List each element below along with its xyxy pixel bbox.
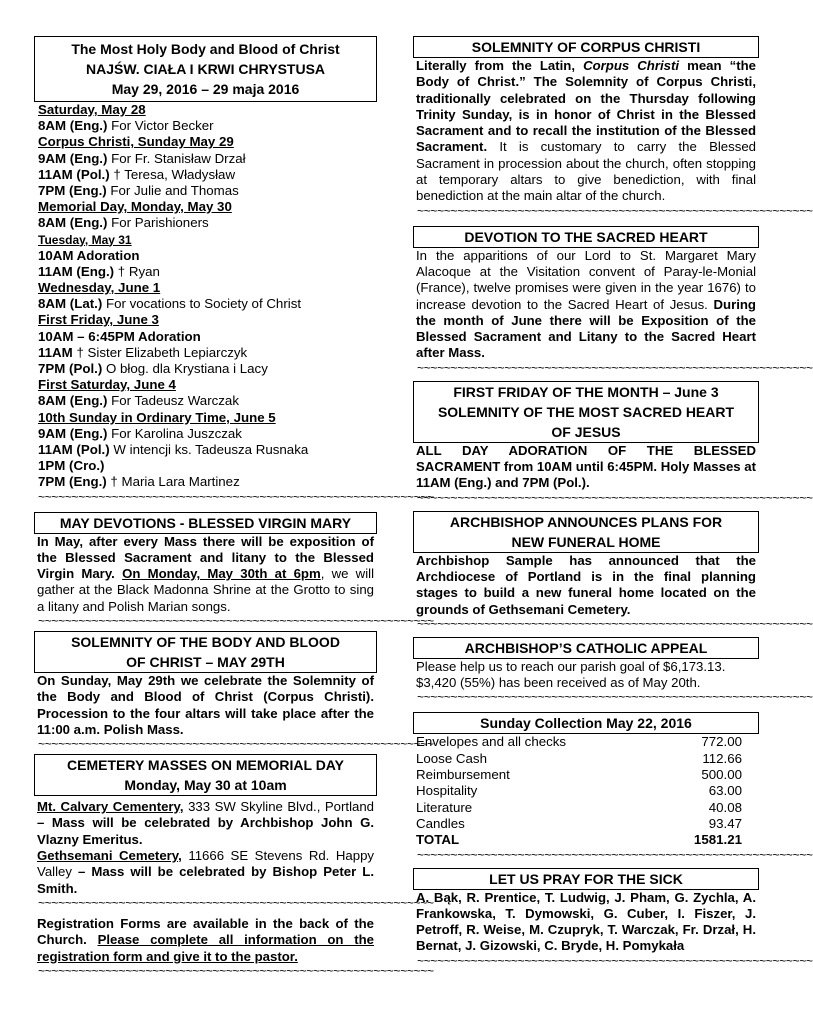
- schedule-mass-entry: [38, 393, 377, 409]
- collection-label: Envelopes and all checks: [416, 734, 567, 750]
- solemnity-body-text: On Sunday, May 29th we celebrate the Solemnity of the Body and Blood of Christ (Corpus Christi). Procession to the four altars will take place after the 11:00 a.m. Polish Mass.: [37, 672, 374, 737]
- cemetery-masses-title: CEMETERY MASSES ON MEMORIAL DAY Monday, May 30 at 10am: [34, 754, 377, 796]
- mass-intention: For vocations to Society of Christ: [102, 296, 302, 312]
- schedule-day-heading: Wednesday, June 1: [38, 280, 161, 296]
- collection-amount: 772.00: [701, 734, 742, 750]
- total-amount: 1581.21: [693, 832, 742, 848]
- mass-time: 11AM (Eng.): [38, 263, 115, 279]
- mass-time: 7PM (Eng.): [38, 182, 107, 198]
- schedule-mass-entry: [38, 183, 377, 199]
- schedule-mass-entry: [38, 118, 377, 134]
- schedule-mass-entry: [38, 248, 377, 264]
- schedule-mass-entry: [38, 474, 377, 490]
- mass-time: 8AM (Eng.): [38, 393, 108, 409]
- schedule-day-heading: 10th Sunday in Ordinary Time, June 5: [38, 409, 276, 425]
- sacred-heart-text: In the apparitions of our Lord to St. Margaret Mary Alacoque at the Visitation convent of Paray-le-Monial (France), twelve promises were given in the year 1676) to increase devotion to the Sacred Heart of Jesus. During the month of June there will be Exposition of the Blessed Sacrament and Litany to the Sacred Heart after Mass.: [416, 247, 756, 361]
- divider: ~~~~~~~~~~~~~~~~~~~~~~~~~~~~~~~~~~~~~~~~~~~~~~~~~~~~~~~~~~~: [417, 360, 813, 375]
- mass-time: 10AM Adoration: [38, 247, 140, 263]
- schedule-mass-entry: [38, 329, 377, 345]
- collection-amount: 500.00: [701, 767, 742, 783]
- corpus-christi-title: SOLEMNITY OF CORPUS CHRISTI: [413, 36, 759, 58]
- schedule-day-heading: First Saturday, June 4: [38, 377, 176, 393]
- collection-row: [416, 767, 756, 783]
- divider: ~~~~~~~~~~~~~~~~~~~~~~~~~~~~~~~~~~~~~~~~~~~~~~~~~~~~~~~~~~~: [38, 737, 434, 752]
- mass-intention: For Karolina Juszczak: [107, 425, 242, 441]
- schedule-day-heading: First Friday, June 3: [38, 312, 159, 328]
- collection-row: [416, 734, 756, 750]
- schedule-mass-entry: [38, 215, 377, 231]
- divider: ~~~~~~~~~~~~~~~~~~~~~~~~~~~~~~~~~~~~~~~~~~~~~~~~~~~~~~~~~~~: [417, 203, 813, 218]
- first-friday-text: ALL DAY ADORATION OF THE BLESSED SACRAMENT from 10AM until 6:45PM. Holy Masses at 11AM (Eng.) and 7PM (Pol.).: [416, 442, 757, 491]
- mass-intention: For Parishioners: [107, 215, 209, 231]
- collection-row: [416, 800, 756, 816]
- may-devotions-title: MAY DEVOTIONS - BLESSED VIRGIN MARY: [34, 512, 377, 534]
- collection-label: Reimbursement: [416, 767, 510, 783]
- divider: ~~~~~~~~~~~~~~~~~~~~~~~~~~~~~~~~~~~~~~~~~~~~~~~~~~~~~~~~~~~: [38, 489, 434, 504]
- cemetery-masses-text: Mt. Calvary Cementery, 333 SW Skyline Blvd., Portland – Mass will be celebrated by Archbishop John G. Vlazny Emeritus. Gethsemani Cemetery, 11666 SE Stevens Rd. Happy Valley – Mass will be celebrated by Bishop Peter L. Smith.: [37, 799, 374, 896]
- mass-schedule: [38, 102, 377, 491]
- catholic-appeal-title: ARCHBISHOP’S CATHOLIC APPEAL: [413, 637, 759, 659]
- divider: ~~~~~~~~~~~~~~~~~~~~~~~~~~~~~~~~~~~~~~~~~~~~~~~~~~~~~~~~~~~: [417, 616, 813, 631]
- mass-time: 8AM (Eng.): [38, 215, 108, 231]
- collection-row: [416, 751, 756, 767]
- mass-intention: † Teresa, Władysław: [109, 166, 236, 182]
- mass-time: 9AM (Eng.): [38, 150, 108, 166]
- header-dates: May 29, 2016 – 29 maja 2016: [111, 81, 300, 97]
- left-column: [34, 36, 434, 978]
- divider: ~~~~~~~~~~~~~~~~~~~~~~~~~~~~~~~~~~~~~~~~~~~~~~~~~~~~~~~~~~~: [38, 895, 434, 910]
- schedule-mass-entry: [38, 458, 377, 474]
- pray-for-sick-title: LET US PRAY FOR THE SICK: [413, 868, 759, 890]
- mass-time: 8AM (Eng.): [38, 118, 108, 134]
- schedule-mass-entry: [38, 296, 377, 312]
- header-title: The Most Holy Body and Blood of Christ: [71, 41, 340, 57]
- collection-amount: 112.66: [702, 750, 742, 766]
- mass-intention: † Maria Lara Martinez: [106, 474, 240, 490]
- pray-for-sick-list: A. Bąk, R. Prentice, T. Ludwig, J. Pham, G. Zychla, A. Frankowska, T. Dymowski, G. Cuber, I. Fiszer, J. Petroff, R. Weise, M. Czupryk, T. Warczak, Fr. Drzał, H. Bernat, J. Gizowski, C. Bryde, H. Pomykała: [416, 889, 756, 954]
- mass-intention: For Fr. Stanisław Drzał: [107, 150, 246, 166]
- header-title-polish: NAJŚW. CIAŁA I KRWI CHRYSTUSA: [85, 61, 326, 77]
- collection-amount: 40.08: [708, 799, 742, 815]
- collection-amount: 63.00: [708, 783, 742, 799]
- funeral-home-title: ARCHBISHOP ANNOUNCES PLANS FOR NEW FUNERAL HOME: [413, 511, 759, 553]
- divider: ~~~~~~~~~~~~~~~~~~~~~~~~~~~~~~~~~~~~~~~~~~~~~~~~~~~~~~~~~~~: [38, 963, 434, 978]
- total-label: TOTAL: [416, 832, 460, 848]
- divider: ~~~~~~~~~~~~~~~~~~~~~~~~~~~~~~~~~~~~~~~~~~~~~~~~~~~~~~~~~~~: [417, 847, 813, 862]
- schedule-mass-entry: [38, 426, 377, 442]
- right-column: [413, 36, 813, 968]
- schedule-mass-entry: [38, 264, 377, 280]
- schedule-day-heading: Memorial Day, Monday, May 30: [38, 199, 232, 215]
- schedule-day-heading: Saturday, May 28: [38, 102, 146, 117]
- mass-time: 7PM (Pol.): [38, 361, 103, 376]
- collection-total-row: [413, 832, 759, 848]
- mass-time: 11AM: [38, 344, 73, 360]
- collection-title: Sunday Collection May 22, 2016: [413, 712, 759, 734]
- schedule-mass-entry: [38, 167, 377, 183]
- corpus-christi-text: Literally from the Latin, Corpus Christi mean “the Body of Christ.” The Solemnity of Corpus Christi, traditionally celebrated on the Thursday following Trinity Sunday, is in honor of Christ in the Blessed Sacrament and to recall the institution of the Blessed Sacrament. It is customary to carry the Blessed Sacrament in procession about the church, often stopping at temporary altars to give benediction, with final benediction at the main altar of the church.: [416, 58, 756, 204]
- schedule-day-heading: Tuesday, May 31: [38, 232, 132, 247]
- solemnity-body-title: SOLEMNITY OF THE BODY AND BLOOD OF CHRIST – MAY 29TH: [34, 631, 377, 673]
- schedule-mass-entry: [38, 345, 377, 361]
- mass-time: 10AM – 6:45PM Adoration: [38, 328, 201, 344]
- mass-intention: W intencji ks. Tadeusza Rusnaka: [109, 441, 309, 457]
- sacred-heart-title: DEVOTION TO THE SACRED HEART: [413, 226, 759, 248]
- divider: ~~~~~~~~~~~~~~~~~~~~~~~~~~~~~~~~~~~~~~~~~~~~~~~~~~~~~~~~~~~: [417, 490, 813, 505]
- first-friday-title: FIRST FRIDAY OF THE MONTH – June 3 SOLEMNITY OF THE MOST SACRED HEART OF JESUS: [413, 381, 759, 443]
- mass-time: 11AM (Pol.): [38, 166, 110, 182]
- schedule-day-heading: Corpus Christi, Sunday May 29: [38, 134, 234, 150]
- collection-label: Literature: [416, 799, 473, 815]
- may-devotions-text: In May, after every Mass there will be exposition of the Blessed Sacrament and litany to the Blessed Virgin Mary. On Monday, May 30th at 6pm, we will gather at the Black Madonna Shrine at the Grotto to sing a litany and Polish Marian songs.: [37, 533, 374, 614]
- mass-intention: O błog. dla Krystiana i Lacy: [102, 361, 268, 376]
- schedule-mass-entry: [38, 361, 377, 377]
- mass-intention: † Sister Elizabeth Lepiarczyk: [72, 344, 248, 360]
- collection-table: [413, 734, 759, 832]
- mass-intention: For Tadeusz Warczak: [107, 393, 239, 409]
- collection-amount: 93.47: [708, 815, 742, 831]
- divider: ~~~~~~~~~~~~~~~~~~~~~~~~~~~~~~~~~~~~~~~~~~~~~~~~~~~~~~~~~~~: [38, 613, 434, 628]
- mass-time: 8AM (Lat.): [38, 296, 103, 312]
- divider: ~~~~~~~~~~~~~~~~~~~~~~~~~~~~~~~~~~~~~~~~~~~~~~~~~~~~~~~~~~~: [417, 953, 813, 968]
- mass-schedule-header: [34, 36, 377, 102]
- catholic-appeal-text: Please help us to reach our parish goal of $6,173.13. $3,420 (55%) has been received as of May 20th.: [416, 658, 726, 691]
- divider: ~~~~~~~~~~~~~~~~~~~~~~~~~~~~~~~~~~~~~~~~~~~~~~~~~~~~~~~~~~~: [417, 690, 813, 705]
- mass-intention: † Ryan: [114, 263, 160, 279]
- schedule-mass-entry: [38, 151, 377, 167]
- registration-text: Registration Forms are available in the back of the Church. Please complete all information on the registration form and give it to the pastor.: [37, 915, 375, 964]
- collection-label: Hospitality: [416, 783, 478, 799]
- mass-intention: For Victor Becker: [107, 118, 214, 134]
- schedule-mass-entry: [38, 442, 377, 458]
- mass-time: 7PM (Eng.): [38, 474, 107, 490]
- collection-label: Loose Cash: [416, 750, 487, 766]
- mass-time: 9AM (Eng.): [38, 425, 108, 441]
- collection-row: [416, 783, 756, 799]
- funeral-home-text: Archbishop Sample has announced that the Archdiocese of Portland is in the final planning stages to build a new funeral home located on the grounds of Gethsemani Cemetery.: [416, 552, 756, 617]
- collection-row: [416, 816, 756, 832]
- mass-time: 1PM (Cro.): [38, 458, 105, 474]
- mass-intention: For Julie and Thomas: [106, 182, 239, 198]
- mass-time: 11AM (Pol.): [38, 441, 110, 457]
- collection-label: Candles: [416, 815, 465, 831]
